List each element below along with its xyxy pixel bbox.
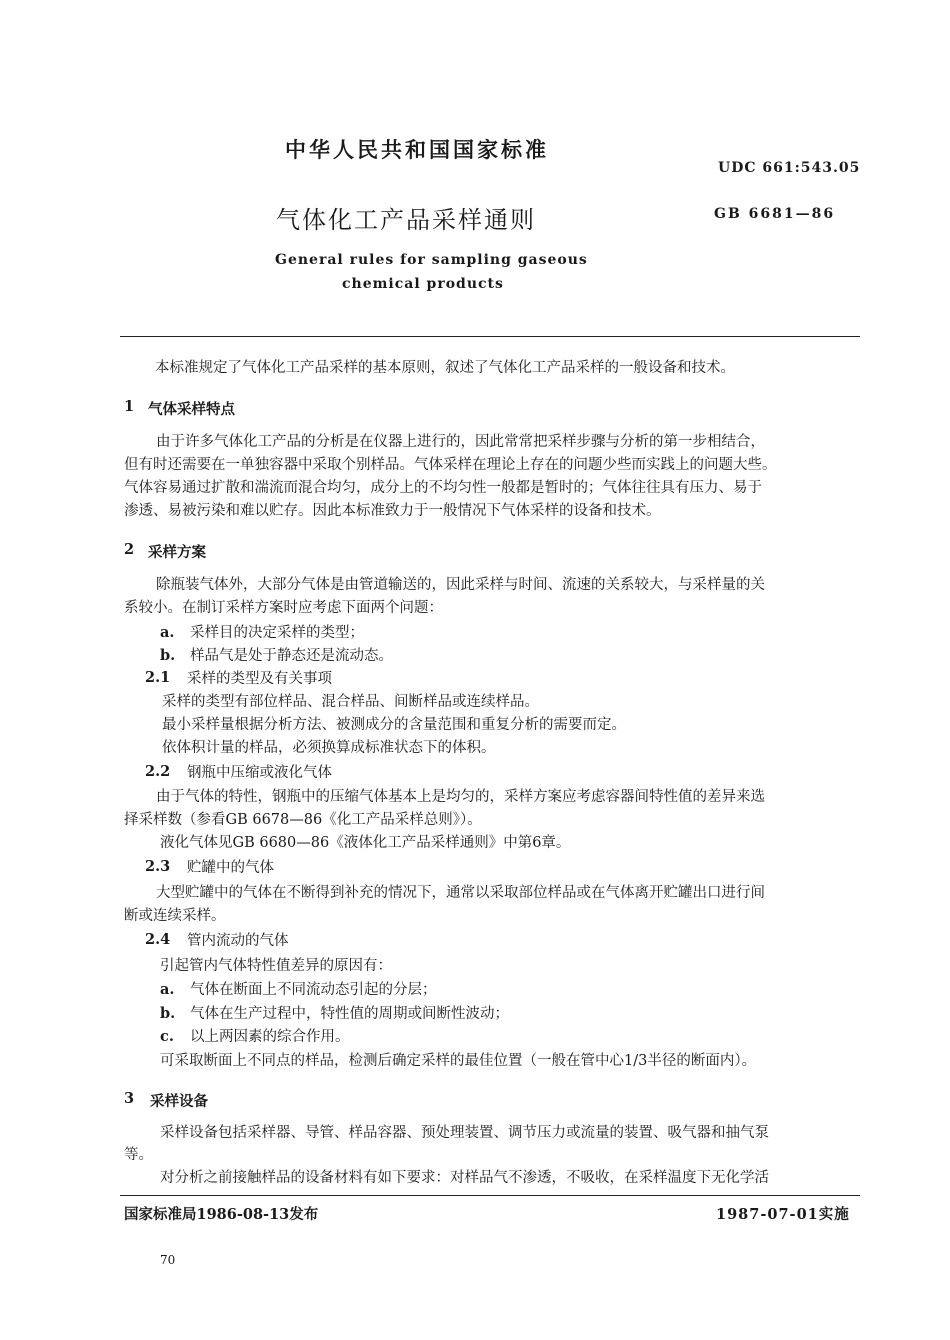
section3-line: 等。 [124, 1147, 153, 1163]
list-item: 气体在生产过程中，特性值的周期或间断性波动； [190, 1006, 509, 1022]
effective-date: 1987-07-01实施 [716, 1206, 850, 1223]
document-title: 气体化工产品采样通则 [276, 206, 536, 234]
subsection-2-2-line: 择采样数（参看GB 6678—86《化工产品采样总则》）。 [124, 812, 482, 828]
subsection-2-2-line: 由于气体的特性，钢瓶中的压缩气体基本上是均匀的，采样方案应考虑容器间特性值的差异来选 [156, 789, 765, 805]
subsection-2-3-line: 断或连续采样。 [124, 908, 226, 924]
subsection-2-4-title: 管内流动的气体 [187, 933, 289, 949]
subsection-2-2-number: 2.2 [145, 763, 171, 780]
subsection-2-4-number: 2.4 [145, 931, 171, 948]
section1-number: 1 [124, 398, 135, 415]
list-item: 以上两因素的综合作用。 [190, 1029, 350, 1045]
list-item: 采样目的决定采样的类型； [190, 625, 364, 641]
standard-title: 中华人民共和国国家标准 [285, 138, 549, 162]
intro-paragraph: 本标准规定了气体化工产品采样的基本原则，叙述了气体化工产品采样的一般设备和技术。 [155, 360, 735, 376]
list-item: 气体在断面上不同流动态引起的分层； [190, 982, 437, 998]
english-title-line2: chemical products [342, 276, 504, 292]
list-marker: a. [160, 981, 175, 998]
subsection-2-2-line: 液化气体见GB 6680—86《液体化工产品采样通则》中第6章。 [160, 835, 571, 851]
subsection-2-4-intro: 引起管内气体特性值差异的原因有： [160, 958, 392, 974]
section3-line: 采样设备包括采样器、导管、样品容器、预处理装置、调节压力或流量的装置、吸气器和抽气泵 [160, 1125, 769, 1141]
subsection-2-1-title: 采样的类型及有关事项 [187, 671, 332, 687]
section3-heading: 采样设备 [150, 1094, 208, 1110]
bottom-divider [120, 1195, 860, 1196]
subsection-2-4-closing: 可采取断面上不同点的样品，检测后确定采样的最佳位置（一般在管中心1/3半径的断面内）。 [160, 1053, 757, 1069]
list-marker: a. [160, 624, 175, 641]
list-item: 样品气是处于静态还是流动态。 [190, 648, 393, 664]
section1-line: 由于许多气体化工产品的分析是在仪器上进行的，因此常常把采样步骤与分析的第一步相结合， [156, 434, 765, 450]
issued-date: 国家标准局1986-08-13发布 [124, 1206, 319, 1223]
subsection-2-1-number: 2.1 [145, 669, 171, 686]
section2-number: 2 [124, 541, 135, 558]
top-divider [120, 336, 860, 337]
section2-line: 除瓶装气体外，大部分气体是由管道输送的，因此采样与时间、流速的关系较大，与采样量的关 [156, 577, 765, 593]
section1-line: 但有时还需要在一单独容器中采取个别样品。气体采样在理论上存在的问题少些而实践上的问题大些。 [124, 457, 777, 473]
section3-number: 3 [124, 1090, 135, 1107]
subsection-2-3-line: 大型贮罐中的气体在不断得到补充的情况下，通常以采取部位样品或在气体离开贮罐出口进行间 [156, 885, 765, 901]
english-title-line1: General rules for sampling gaseous [275, 252, 588, 268]
subsection-2-1-line: 采样的类型有部位样品、混合样品、间断样品或连续样品。 [162, 694, 539, 710]
list-marker: c. [160, 1028, 174, 1045]
gb-number: GB 6681—86 [714, 206, 836, 222]
subsection-2-1-line: 最小采样量根据分析方法、被测成分的含量范围和重复分析的需要而定。 [162, 717, 626, 733]
subsection-2-3-number: 2.3 [145, 858, 171, 875]
section3-line: 对分析之前接触样品的设备材料有如下要求：对样品气不渗透，不吸收，在采样温度下无化学活 [160, 1170, 769, 1186]
page-number: 70 [160, 1253, 176, 1267]
section1-line: 渗透、易被污染和难以贮存。因此本标准致力于一般情况下气体采样的设备和技术。 [124, 503, 661, 519]
udc-code: UDC 661:543.05 [718, 160, 861, 176]
section1-line: 气体容易通过扩散和湍流而混合均匀，成分上的不均匀性一般都是暂时的；气体往往具有压力、易于 [124, 480, 762, 496]
section2-heading: 采样方案 [148, 545, 206, 561]
subsection-2-1-line: 依体积计量的样品，必须换算成标准状态下的体积。 [162, 740, 496, 756]
subsection-2-2-title: 钢瓶中压缩或液化气体 [187, 765, 332, 781]
list-marker: b. [160, 1005, 176, 1022]
subsection-2-3-title: 贮罐中的气体 [187, 860, 274, 876]
section2-line: 系较小。在制订采样方案时应考虑下面两个问题： [124, 600, 443, 616]
section1-heading: 气体采样特点 [148, 402, 235, 418]
list-marker: b. [160, 647, 176, 664]
